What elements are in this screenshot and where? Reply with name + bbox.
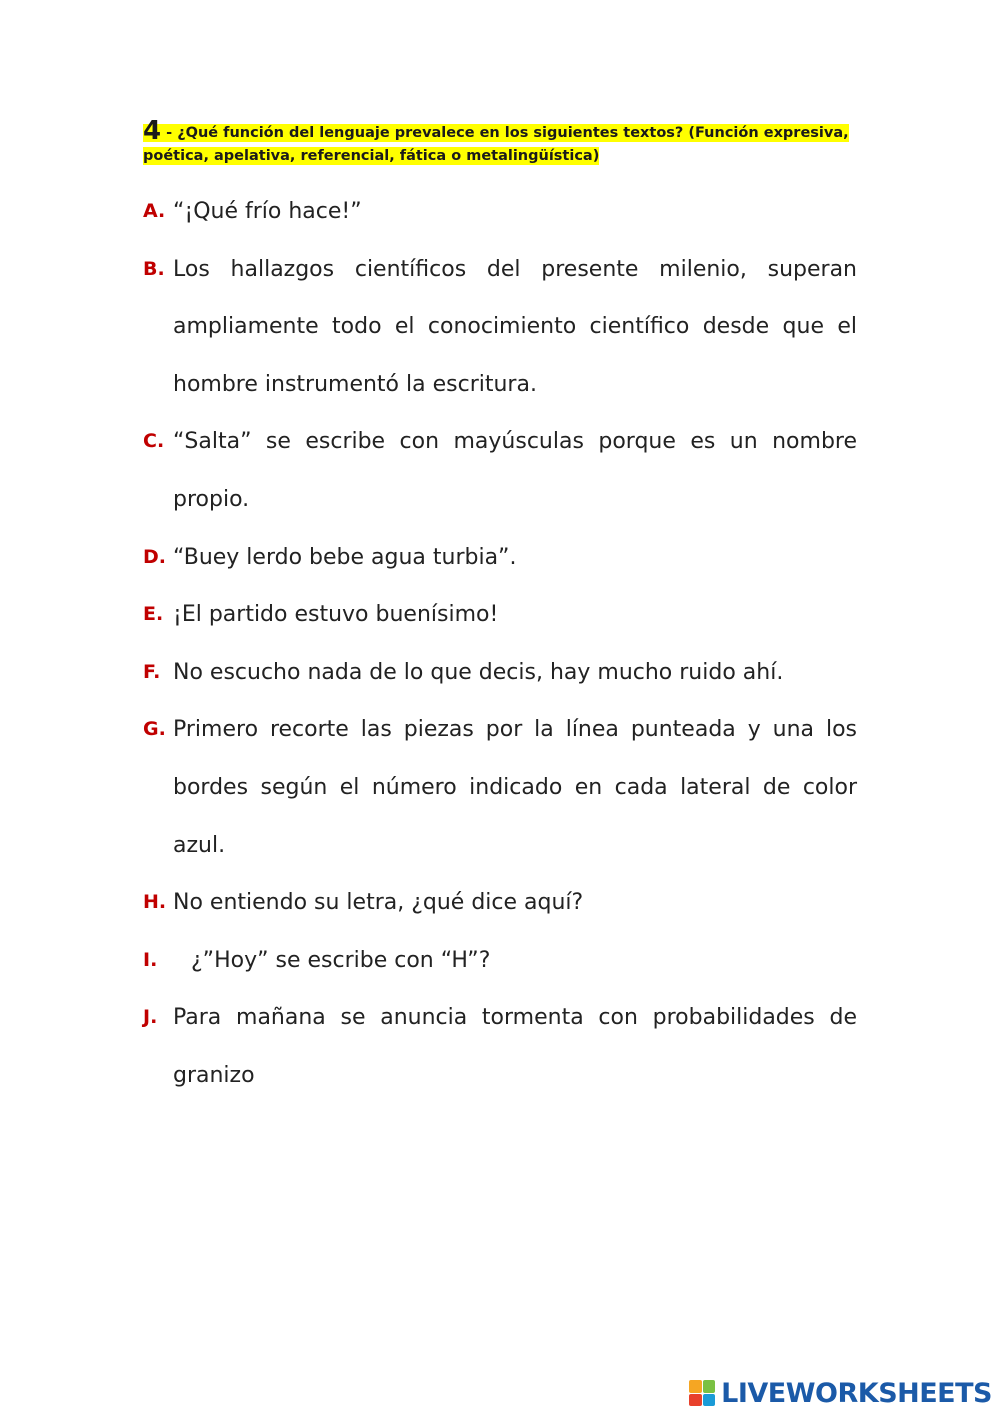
- item-text: “¡Qué frío hace!”: [173, 199, 362, 224]
- item-letter: A.: [143, 200, 166, 222]
- list-item-d: [143, 529, 857, 587]
- item-text: Primero recorte las piezas por la línea punteada y una los bordes según el número indicado en cada lateral de color azul.: [173, 717, 857, 858]
- list-item-i: [143, 932, 857, 990]
- question-number: 4: [143, 116, 162, 146]
- item-letter: H.: [143, 891, 167, 914]
- answer-item-list: [143, 183, 857, 1105]
- item-letter: C.: [143, 430, 165, 453]
- item-text: ¡El partido estuvo buenísimo!: [173, 602, 499, 628]
- logo-tile: [703, 1380, 716, 1393]
- item-text: ¿”Hoy” se escribe con “H”?: [191, 947, 491, 973]
- item-letter: E.: [143, 603, 164, 626]
- list-item-j: [143, 989, 857, 1104]
- list-item-e: [143, 586, 857, 644]
- item-text: Los hallazgos científicos del presente milenio, superan ampliamente todo el conocimiento científico desde que el hombre instrumentó la escritura.: [173, 256, 857, 397]
- question-highlight: [143, 116, 849, 165]
- list-item-f: [143, 644, 857, 702]
- liveworksheets-logo-icon: [689, 1380, 715, 1406]
- question-heading: [143, 116, 857, 168]
- item-text: “Buey lerdo bebe agua turbia”.: [173, 544, 517, 570]
- item-text: No escucho nada de lo que decis, hay mucho ruido ahí.: [173, 659, 784, 685]
- list-item-a: [143, 183, 857, 241]
- logo-tile: [689, 1394, 702, 1407]
- item-letter: J.: [143, 1006, 158, 1029]
- item-text: “Salta” se escribe con mayúsculas porque es un nombre propio.: [173, 429, 857, 512]
- item-text: Para mañana se anuncia tormenta con probabilidades de granizo: [173, 1005, 857, 1088]
- brand-wordmark: LIVEWORKSHEETS: [721, 1377, 992, 1409]
- item-letter: G.: [143, 718, 166, 741]
- item-letter: B.: [143, 257, 165, 280]
- list-item-c: [143, 413, 857, 528]
- item-letter: F.: [143, 660, 161, 683]
- item-letter: D.: [143, 545, 166, 568]
- list-item-g: [143, 701, 857, 874]
- item-letter: I.: [143, 948, 158, 971]
- list-item-b: [143, 241, 857, 414]
- logo-tile: [689, 1380, 702, 1393]
- question-prompt: - ¿Qué función del lenguaje prevalece en los siguientes textos? (Función expresiva, poética, apelativa, referencial, fática o metalingüística): [143, 125, 849, 164]
- liveworksheets-brand: [689, 1376, 992, 1410]
- list-item-h: [143, 874, 857, 932]
- item-text: No entiendo su letra, ¿qué dice aquí?: [173, 890, 584, 916]
- logo-tile: [703, 1394, 716, 1407]
